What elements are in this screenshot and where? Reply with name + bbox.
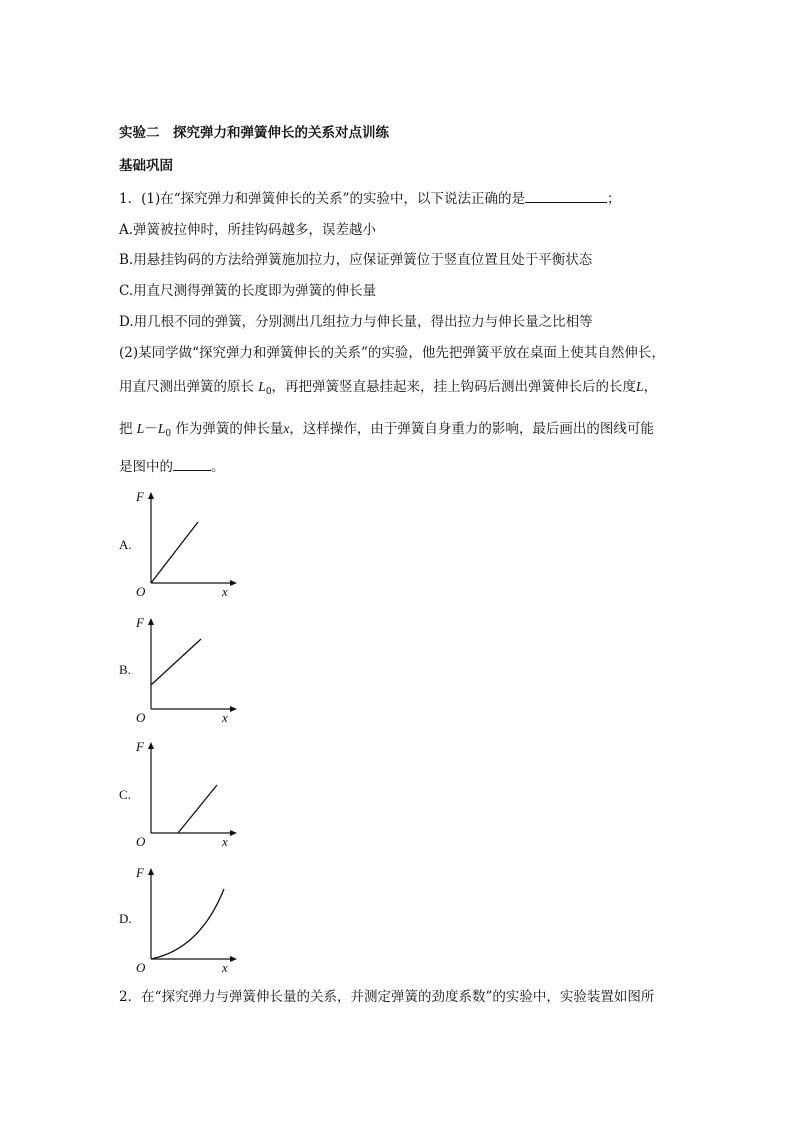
expr-minus: － [144, 421, 158, 437]
graph-c [130, 738, 240, 848]
worksheet-title: 实验二 探究弹力和弹簧伸长的关系对点训练 [119, 125, 389, 141]
q1-part2-line2 [119, 378, 657, 401]
var-L0-subscript: 0 [265, 387, 272, 397]
q1-part2-line2-text-b: ，再把弹簧竖直悬挂起来，挂上钩码后测出弹簧伸长后的长度 [271, 379, 637, 395]
graph-d [130, 864, 240, 974]
x-axis-label: x [222, 710, 228, 725]
f-axis-label: F [136, 865, 144, 880]
q1-part2-line2-text-a: 用直尺测出弹簧的原长 [119, 379, 254, 395]
expr-var-L: L [136, 421, 145, 436]
q1-part2-line1: (2)某同学做“探究弹力和弹簧伸长的关系”的实验，他先把弹簧平放在桌面上使其自然伸长， [119, 345, 665, 361]
q1-part1-text: (1)在“探究弹力和弹簧伸长的关系”的实验中，以下说法正确的是 [141, 191, 526, 207]
x-axis-arrow-icon [230, 830, 237, 836]
q2-stem: 2．在“探究弹力与弹簧伸长量的关系，并测定弹簧的劲度系数”的实验中，实验装置如图所 [119, 989, 655, 1005]
answer-blank-2[interactable] [173, 458, 211, 471]
graph-b-line [151, 639, 201, 685]
f-axis-arrow-icon [148, 742, 154, 749]
option-b: B.用悬挂钩码的方法给弹簧施加拉力，应保证弹簧位于竖直位置且处于平衡状态 [119, 252, 593, 268]
origin-label: O [136, 960, 146, 975]
graph-d-label: D. [119, 911, 132, 926]
q1-part2-line3 [119, 420, 654, 443]
option-c: C.用直尺测得弹簧的长度即为弹簧的伸长量 [119, 283, 377, 299]
q1-part2-line3-text-a: 把 [119, 421, 133, 437]
x-axis-arrow-icon [230, 956, 237, 962]
var-x: x [283, 421, 290, 436]
var-L: L [636, 379, 644, 394]
f-axis-label: F [136, 489, 144, 504]
origin-label: O [136, 584, 146, 599]
x-axis-label: x [222, 960, 228, 975]
q1-part2-line4-suffix: 。 [211, 459, 225, 475]
f-axis-arrow-icon [148, 868, 154, 875]
q1-part1-suffix: ； [607, 191, 621, 207]
f-axis-label: F [136, 739, 144, 754]
origin-label: O [136, 710, 146, 725]
graph-a-label: A. [119, 537, 132, 552]
expr-var-L0-subscript: 0 [165, 429, 172, 439]
section-heading: 基础巩固 [119, 158, 173, 174]
var-L0: L [258, 379, 266, 394]
graph-a [130, 488, 240, 598]
x-axis-arrow-icon [230, 706, 237, 712]
q1-part2-line2-text-c: ， [643, 379, 658, 395]
graph-b [130, 614, 240, 724]
f-axis-label: F [136, 615, 144, 630]
origin-label: O [136, 834, 146, 849]
q1-part2-line3-text-b: 作为弹簧的伸长量 [175, 421, 284, 437]
option-a: A.弹簧被拉伸时，所挂钩码越多，误差越小 [119, 222, 377, 238]
f-axis-arrow-icon [148, 618, 154, 625]
answer-blank-1[interactable] [525, 190, 607, 203]
q1-part2-line4-text-a: 是图中的 [119, 459, 173, 475]
x-axis-label: x [222, 834, 228, 849]
f-axis-arrow-icon [148, 492, 154, 499]
graph-d-curve [151, 889, 224, 959]
q1-number: 1． [119, 191, 142, 207]
graph-c-line [178, 785, 217, 833]
option-d: D.用几根不同的弹簧，分别测出几组拉力与伸长量，得出拉力与伸长量之比相等 [119, 314, 593, 330]
q1-part2-line4 [119, 458, 225, 476]
graph-a-line [151, 522, 198, 583]
q1-part1-stem [119, 190, 621, 208]
graph-b-label: B. [119, 662, 131, 677]
graph-c-label: C. [119, 787, 131, 802]
q1-part2-line3-text-c: ，这样操作，由于弹簧自身重力的影响，最后画出的图线可能 [289, 421, 654, 437]
x-axis-label: x [222, 584, 228, 599]
expr-var-L0: L [157, 421, 166, 436]
x-axis-arrow-icon [230, 580, 237, 586]
